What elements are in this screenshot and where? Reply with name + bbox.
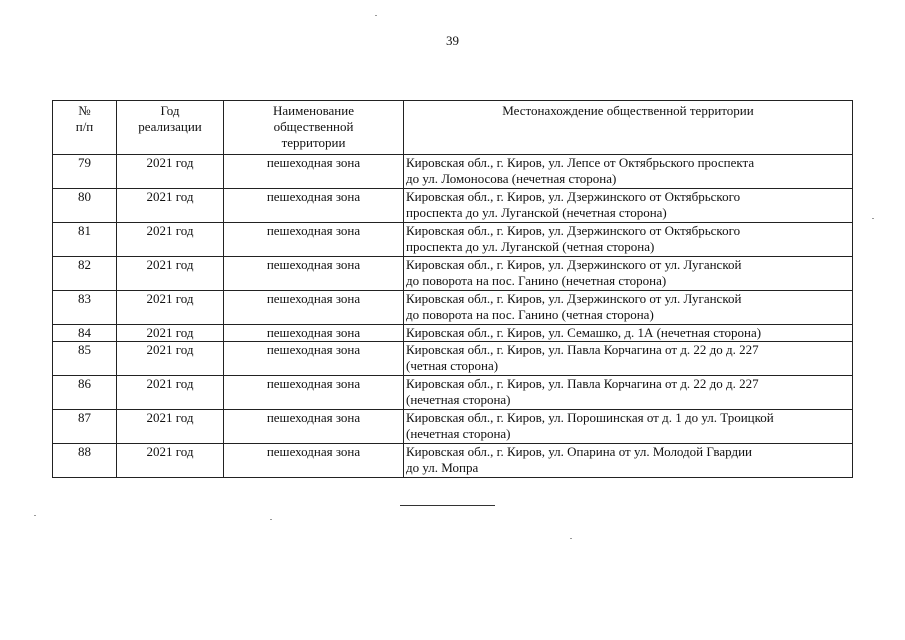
table-header-row [53, 101, 853, 155]
header-name-text: Наименование общественной территории [273, 103, 354, 150]
scan-speck [570, 538, 572, 539]
cell-year: 2021 год [117, 444, 224, 478]
cell-num: 86 [53, 376, 117, 410]
scan-speck [872, 218, 874, 219]
table-row [53, 155, 853, 189]
cell-year: 2021 год [117, 376, 224, 410]
cell-num: 80 [53, 189, 117, 223]
header-num-text: № п/п [75, 103, 94, 134]
cell-location: Кировская обл., г. Киров, ул. Дзержинского от Октябрьского проспекта до ул. Луганской (нечетная сторона) [404, 189, 853, 223]
scan-speck [270, 519, 272, 520]
cell-num: 81 [53, 223, 117, 257]
cell-year: 2021 год [117, 223, 224, 257]
cell-year: 2021 год [117, 342, 224, 376]
cell-year: 2021 год [117, 325, 224, 342]
cell-location: Кировская обл., г. Киров, ул. Павла Корчагина от д. 22 до д. 227 (четная сторона) [404, 342, 853, 376]
header-location [404, 101, 853, 155]
cell-year: 2021 год [117, 189, 224, 223]
cell-name: пешеходная зона [224, 410, 404, 444]
cell-num: 83 [53, 291, 117, 325]
cell-num: 87 [53, 410, 117, 444]
table-row [53, 325, 853, 342]
cell-year: 2021 год [117, 410, 224, 444]
cell-name: пешеходная зона [224, 155, 404, 189]
scan-speck [34, 515, 36, 516]
header-year-text: Год реализации [138, 103, 202, 134]
cell-location: Кировская обл., г. Киров, ул. Семашко, д. 1А (нечетная сторона) [404, 325, 853, 342]
cell-name: пешеходная зона [224, 325, 404, 342]
cell-num: 82 [53, 257, 117, 291]
table-row [53, 342, 853, 376]
cell-num: 79 [53, 155, 117, 189]
table-row [53, 376, 853, 410]
territories-table [52, 100, 853, 478]
page-number: 39 [446, 33, 459, 48]
cell-location: Кировская обл., г. Киров, ул. Дзержинского от ул. Луганской до поворота на пос. Ганино (четная сторона) [404, 291, 853, 325]
table-row [53, 444, 853, 478]
cell-num: 88 [53, 444, 117, 478]
cell-year: 2021 год [117, 291, 224, 325]
header-location-text: Местонахождение общественной территории [502, 103, 754, 118]
cell-name: пешеходная зона [224, 342, 404, 376]
cell-name: пешеходная зона [224, 189, 404, 223]
cell-name: пешеходная зона [224, 257, 404, 291]
cell-location: Кировская обл., г. Киров, ул. Дзержинского от Октябрьского проспекта до ул. Луганской (четная сторона) [404, 223, 853, 257]
header-name [224, 101, 404, 155]
cell-year: 2021 год [117, 257, 224, 291]
cell-num: 85 [53, 342, 117, 376]
cell-name: пешеходная зона [224, 444, 404, 478]
cell-location: Кировская обл., г. Киров, ул. Павла Корчагина от д. 22 до д. 227 (нечетная сторона) [404, 376, 853, 410]
cell-name: пешеходная зона [224, 291, 404, 325]
table-row [53, 189, 853, 223]
cell-location: Кировская обл., г. Киров, ул. Дзержинского от ул. Луганской до поворота на пос. Ганино (нечетная сторона) [404, 257, 853, 291]
header-num [53, 101, 117, 155]
header-year [117, 101, 224, 155]
cell-location: Кировская обл., г. Киров, ул. Лепсе от Октябрьского проспекта до ул. Ломоносова (нечетная сторона) [404, 155, 853, 189]
scan-speck [375, 15, 377, 16]
table-row [53, 291, 853, 325]
table-row [53, 410, 853, 444]
cell-name: пешеходная зона [224, 223, 404, 257]
cell-name: пешеходная зона [224, 376, 404, 410]
cell-location: Кировская обл., г. Киров, ул. Порошинская от д. 1 до ул. Троицкой (нечетная сторона) [404, 410, 853, 444]
table-row [53, 257, 853, 291]
table-row [53, 223, 853, 257]
cell-location: Кировская обл., г. Киров, ул. Опарина от ул. Молодой Гвардии до ул. Мопра [404, 444, 853, 478]
cell-num: 84 [53, 325, 117, 342]
cell-year: 2021 год [117, 155, 224, 189]
footer-rule [400, 505, 495, 506]
